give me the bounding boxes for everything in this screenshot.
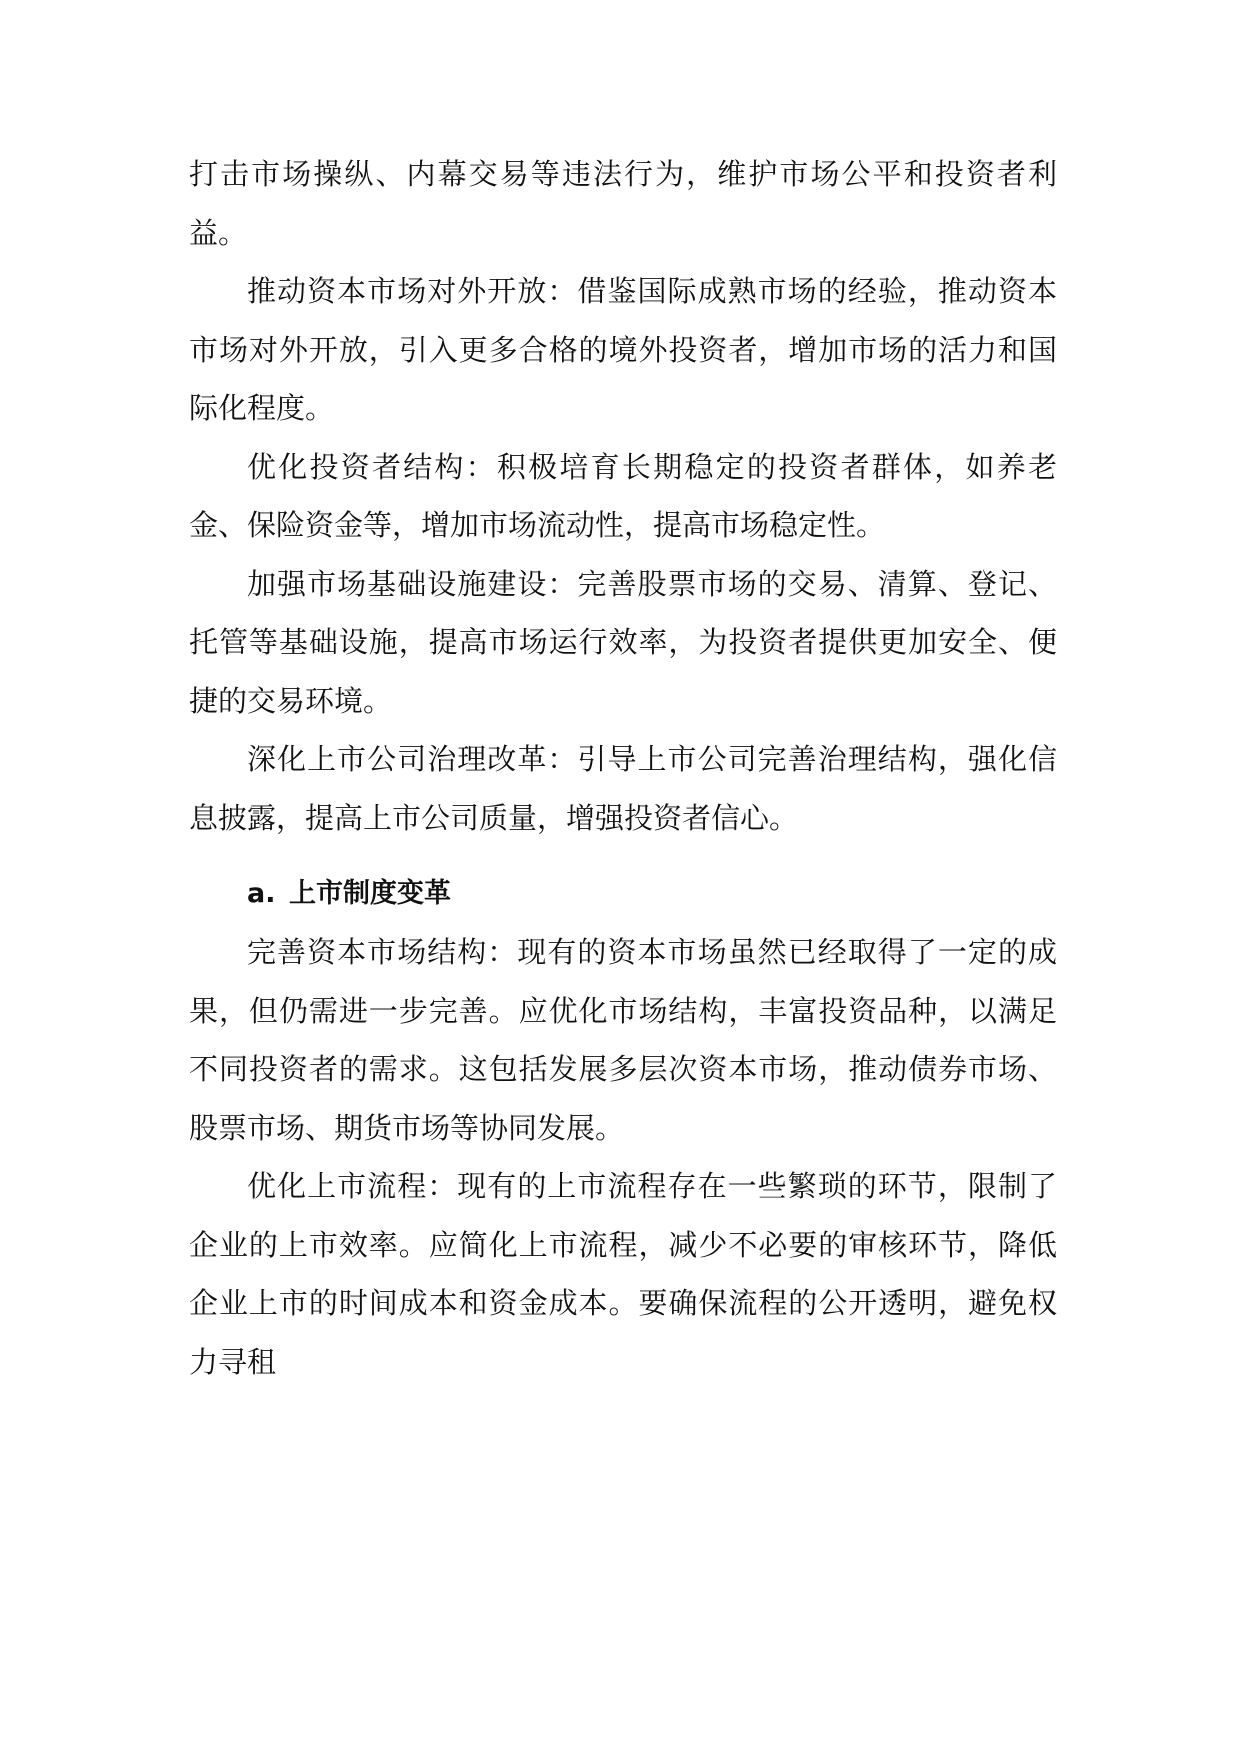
section-heading [247, 865, 1057, 923]
heading-title: 上市制度变革 [289, 878, 451, 909]
paragraph-corporate-governance: 深化上市公司治理改革：引导上市公司完善治理结构，强化信息披露，提高上市公司质量，增强投资者信心。 [189, 742, 1057, 835]
paragraph-listing-process: 优化上市流程：现有的上市流程存在一些繁琐的环节，限制了企业的上市效率。应简化上市流程，减少不必要的审核环节，降低企业上市的时间成本和资金成本。要确保流程的公开透明，避免权力寻租 [189, 1169, 1057, 1379]
paragraph-investor-structure: 优化投资者结构：积极培育长期稳定的投资者群体，如养老金、保险资金等，增加市场流动性，提高市场稳定性。 [189, 449, 1057, 542]
paragraph-capital-market-opening: 推动资本市场对外开放：借鉴国际成熟市场的经验，推动资本市场对外开放，引入更多合格的境外投资者，增加市场的活力和国际化程度。 [189, 274, 1057, 425]
heading-marker: a. [247, 878, 276, 909]
document-page [189, 145, 1057, 1391]
paragraph-continuation: 打击市场操纵、内幕交易等违法行为，维护市场公平和投资者利益。 [189, 157, 1057, 250]
paragraph-capital-market-structure: 完善资本市场结构：现有的资本市场虽然已经取得了一定的成果，但仍需进一步完善。应优化市场结构，丰富投资品种，以满足不同投资者的需求。这包括发展多层次资本市场，推动债券市场、股票市场、期货市场等协同发展。 [189, 935, 1057, 1145]
paragraph-market-infrastructure: 加强市场基础设施建设：完善股票市场的交易、清算、登记、托管等基础设施，提高市场运行效率，为投资者提供更加安全、便捷的交易环境。 [189, 566, 1057, 718]
